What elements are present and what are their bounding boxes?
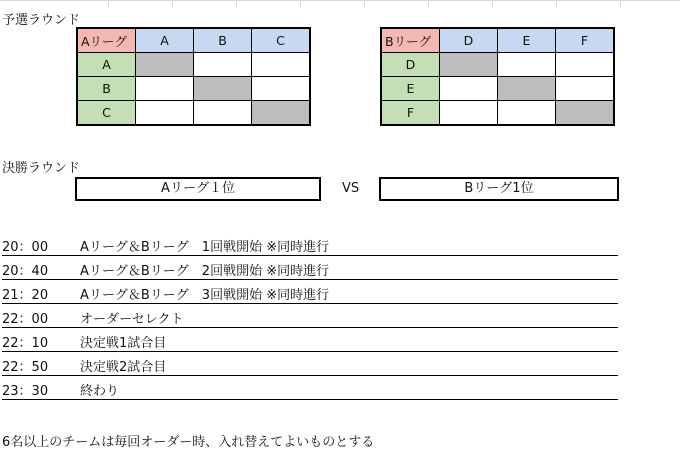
self-match-cell (440, 53, 498, 77)
result-cell[interactable] (136, 101, 194, 126)
schedule-desc: Aリーグ＆Bリーグ 2回戦開始 ※同時進行 (80, 264, 330, 279)
league-a-col-c: C (252, 28, 311, 53)
prelim-title: 予選ラウンド (2, 13, 81, 28)
result-cell[interactable] (556, 53, 615, 77)
schedule-time: 23：30 (2, 384, 49, 399)
league-b-col-f: F (556, 28, 615, 53)
result-cell[interactable] (498, 101, 556, 126)
result-cell[interactable] (498, 53, 556, 77)
result-cell[interactable] (194, 101, 252, 126)
schedule-row (2, 351, 618, 376)
sheet-gridline-top (0, 0, 680, 7)
schedule-row (2, 327, 618, 352)
league-b-table (380, 27, 615, 126)
league-b-row-e: E (381, 77, 440, 101)
self-match-cell (556, 101, 615, 126)
self-match-cell (194, 77, 252, 101)
footnote: 6名以上のチームは毎回オーダー時、入れ替えてよいものとする (2, 435, 375, 450)
schedule-row (2, 255, 618, 280)
schedule-desc: 決定戦1試合目 (80, 336, 167, 351)
schedule-row (2, 375, 618, 400)
schedule-desc: 終わり (80, 384, 120, 399)
schedule-time: 20：40 (2, 264, 49, 279)
result-cell[interactable] (440, 101, 498, 126)
self-match-cell (136, 53, 194, 77)
schedule-desc: Aリーグ＆Bリーグ 1回戦開始 ※同時進行 (80, 240, 330, 255)
schedule-time: 22：50 (2, 360, 49, 375)
result-cell[interactable] (136, 77, 194, 101)
league-a-row-b: B (77, 77, 136, 101)
schedule-time: 22：00 (2, 312, 49, 327)
league-b-row-d: D (381, 53, 440, 77)
league-a-row-a: A (77, 53, 136, 77)
schedule-row (2, 279, 618, 304)
schedule-desc: 決定戦2試合目 (80, 360, 167, 375)
league-b-row-f: F (381, 101, 440, 126)
result-cell[interactable] (252, 77, 311, 101)
league-a-col-a: A (136, 28, 194, 53)
final-right-box: Bリーグ1位 (379, 177, 619, 201)
vs-label: VS (342, 181, 360, 196)
schedule-time: 20：00 (2, 240, 49, 255)
league-a-table (76, 27, 311, 126)
final-title: 決勝ラウンド (2, 161, 81, 176)
schedule-row (2, 231, 618, 256)
result-cell[interactable] (556, 77, 615, 101)
result-cell[interactable] (440, 77, 498, 101)
league-b-corner: Bリーグ (381, 28, 440, 53)
league-a-row-c: C (77, 101, 136, 126)
schedule-time: 21：20 (2, 288, 49, 303)
schedule-desc: Aリーグ＆Bリーグ 3回戦開始 ※同時進行 (80, 288, 330, 303)
self-match-cell (252, 101, 311, 126)
self-match-cell (498, 77, 556, 101)
schedule-desc: オーダーセレクト (80, 312, 184, 327)
final-left-box: Aリーグ１位 (75, 177, 321, 201)
league-a-corner: Aリーグ (77, 28, 136, 53)
result-cell[interactable] (252, 53, 311, 77)
schedule-time: 22：10 (2, 336, 49, 351)
result-cell[interactable] (194, 53, 252, 77)
league-a-col-b: B (194, 28, 252, 53)
schedule-row (2, 303, 618, 328)
league-b-col-e: E (498, 28, 556, 53)
league-b-col-d: D (440, 28, 498, 53)
